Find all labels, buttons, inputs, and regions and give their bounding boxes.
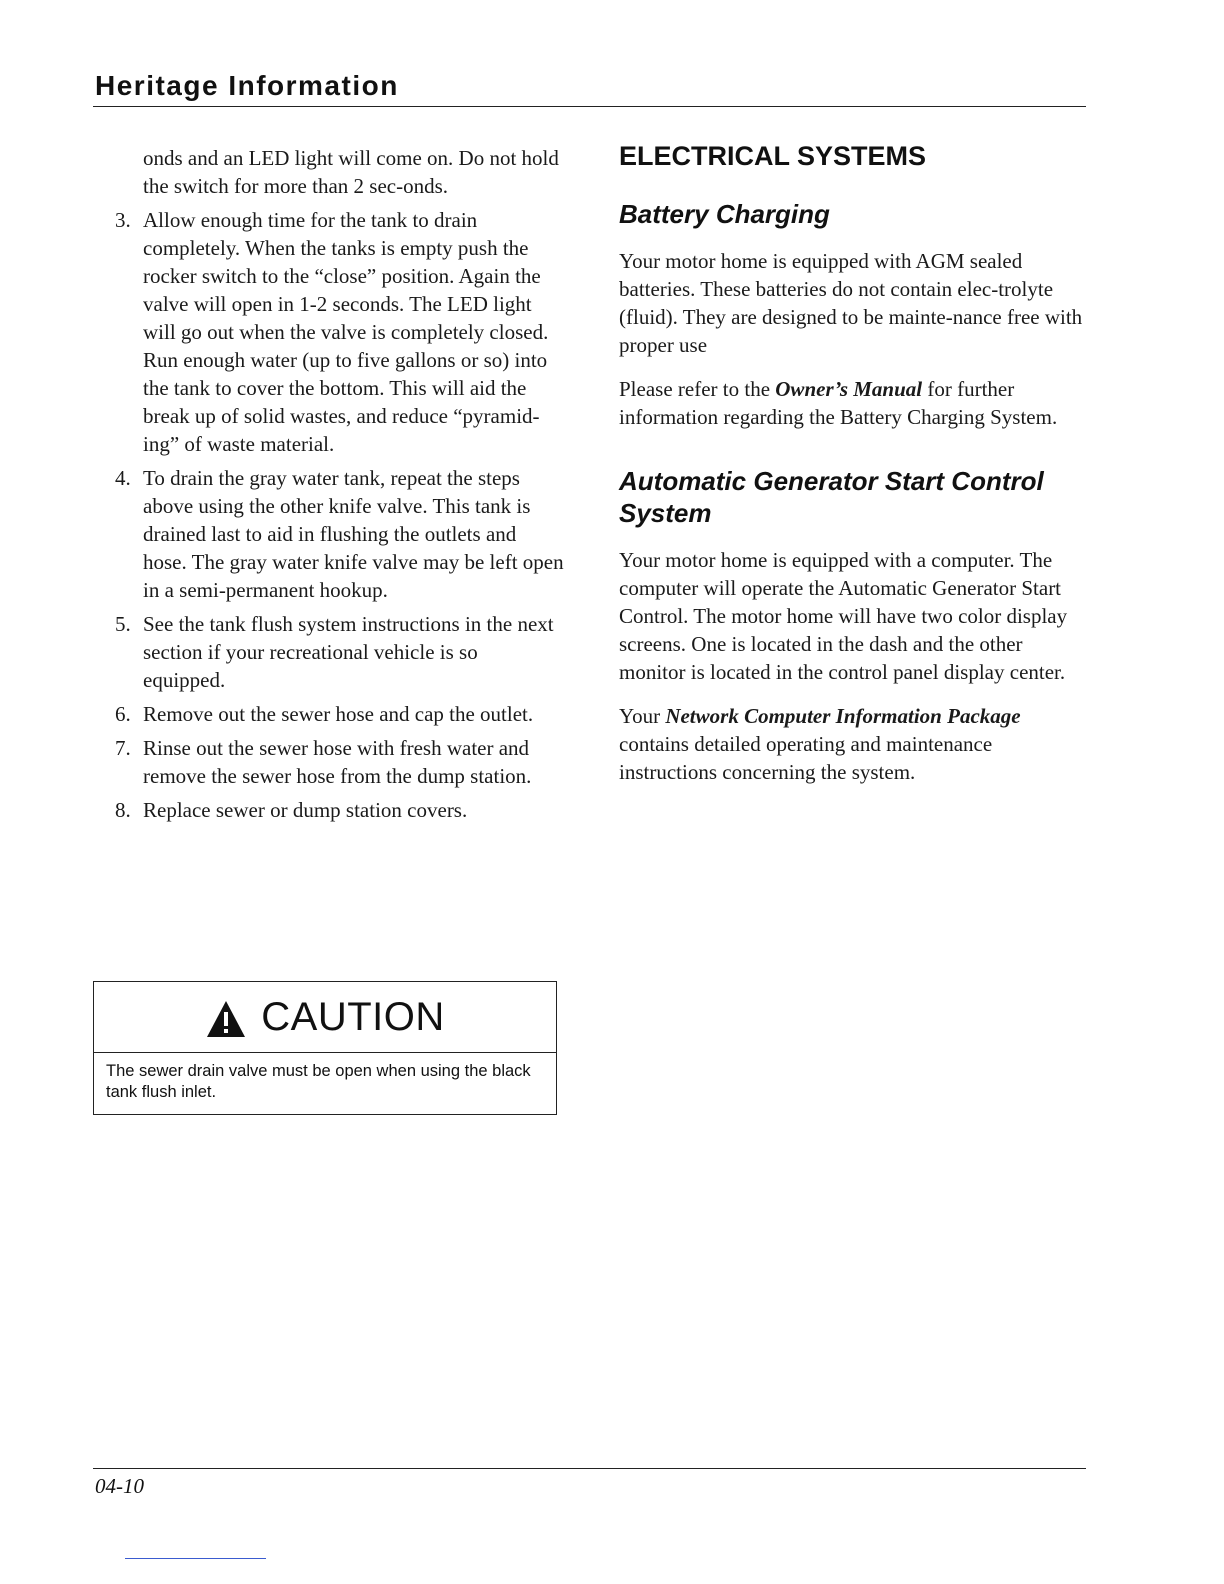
caution-header (94, 982, 556, 1053)
step-number: 3. (115, 208, 131, 232)
text-span: Please refer to the (619, 377, 776, 401)
network-package-reference: Network Computer Information Package (665, 704, 1021, 728)
battery-paragraph-2 (619, 375, 1089, 431)
step-number: 6. (115, 702, 131, 726)
owners-manual-reference: Owner’s Manual (775, 377, 923, 401)
header-rule (93, 106, 1086, 107)
step-text: Remove out the sewer hose and cap the outlet. (143, 702, 534, 726)
continuation-paragraph: onds and an LED light will come on. Do not hold the switch for more than 2 sec-onds. (143, 146, 559, 198)
list-item (95, 464, 565, 604)
battery-paragraph-1: Your motor home is equipped with AGM sealed batteries. These batteries do not contain elec-trolyte (fluid). They are designed to be mainte-nance free with proper use (619, 249, 1083, 357)
generator-paragraph-1: Your motor home is equipped with a computer. The computer will operate the Automatic Generator Start Control. The motor home will have two color display screens. One is located in the dash and the other monitor is located in the control panel display center. (619, 548, 1068, 684)
battery-charging-title: Battery Charging (619, 199, 830, 229)
text-span: for further information regarding the Battery Charging System. (619, 377, 1058, 429)
step-number: 4. (115, 466, 131, 490)
step-text: Replace sewer or dump station covers. (143, 798, 468, 822)
generator-control-title: Automatic Generator Start Control System (619, 466, 1044, 528)
left-column (95, 144, 565, 830)
text-span: contains detailed operating and maintenance instructions concerning the system. (619, 732, 993, 784)
list-item (95, 206, 565, 458)
list-item (95, 610, 565, 694)
page-header-title: Heritage Information (95, 70, 399, 101)
warning-triangle-icon (205, 998, 247, 1040)
list-item (95, 700, 565, 728)
section-title: ELECTRICAL SYSTEMS (619, 141, 927, 171)
generator-paragraph-2 (619, 702, 1089, 786)
step-number: 7. (115, 736, 131, 760)
list-item (95, 796, 565, 824)
steps-list (95, 206, 565, 824)
step-number: 8. (115, 798, 131, 822)
bottom-mark (125, 1558, 266, 1559)
list-item (95, 734, 565, 790)
caution-box (93, 981, 557, 1115)
caution-title: CAUTION (261, 994, 445, 1039)
text-span: Your (619, 704, 666, 728)
caution-text: The sewer drain valve must be open when using the black tank flush inlet. (106, 1062, 531, 1101)
step-text: To drain the gray water tank, repeat the steps above using the other knife valve. This tank is drained last to aid in flushing the outlets and hose. The gray water knife valve may be left open in a semi-permanent hookup. (143, 466, 564, 602)
step-text: See the tank flush system instructions in the next section if your recreational vehicle is so equipped. (143, 612, 554, 692)
footer-rule (93, 1468, 1086, 1469)
step-number: 5. (115, 612, 131, 636)
step-text: Rinse out the sewer hose with fresh water and remove the sewer hose from the dump station. (143, 736, 532, 788)
page-number: 04-10 (95, 1474, 144, 1498)
right-column (619, 142, 1089, 802)
step-text: Allow enough time for the tank to drain completely. When the tanks is empty push the rocker switch to the “close” position. Again the valve will open in 1-2 seconds. The LED light will go out when the valve is completely closed. Run enough water (up to five gallons or so) into the tank to cover the bottom. This will aid the break up of solid wastes, and reduce “pyramid-ing” of waste material. (143, 208, 549, 456)
